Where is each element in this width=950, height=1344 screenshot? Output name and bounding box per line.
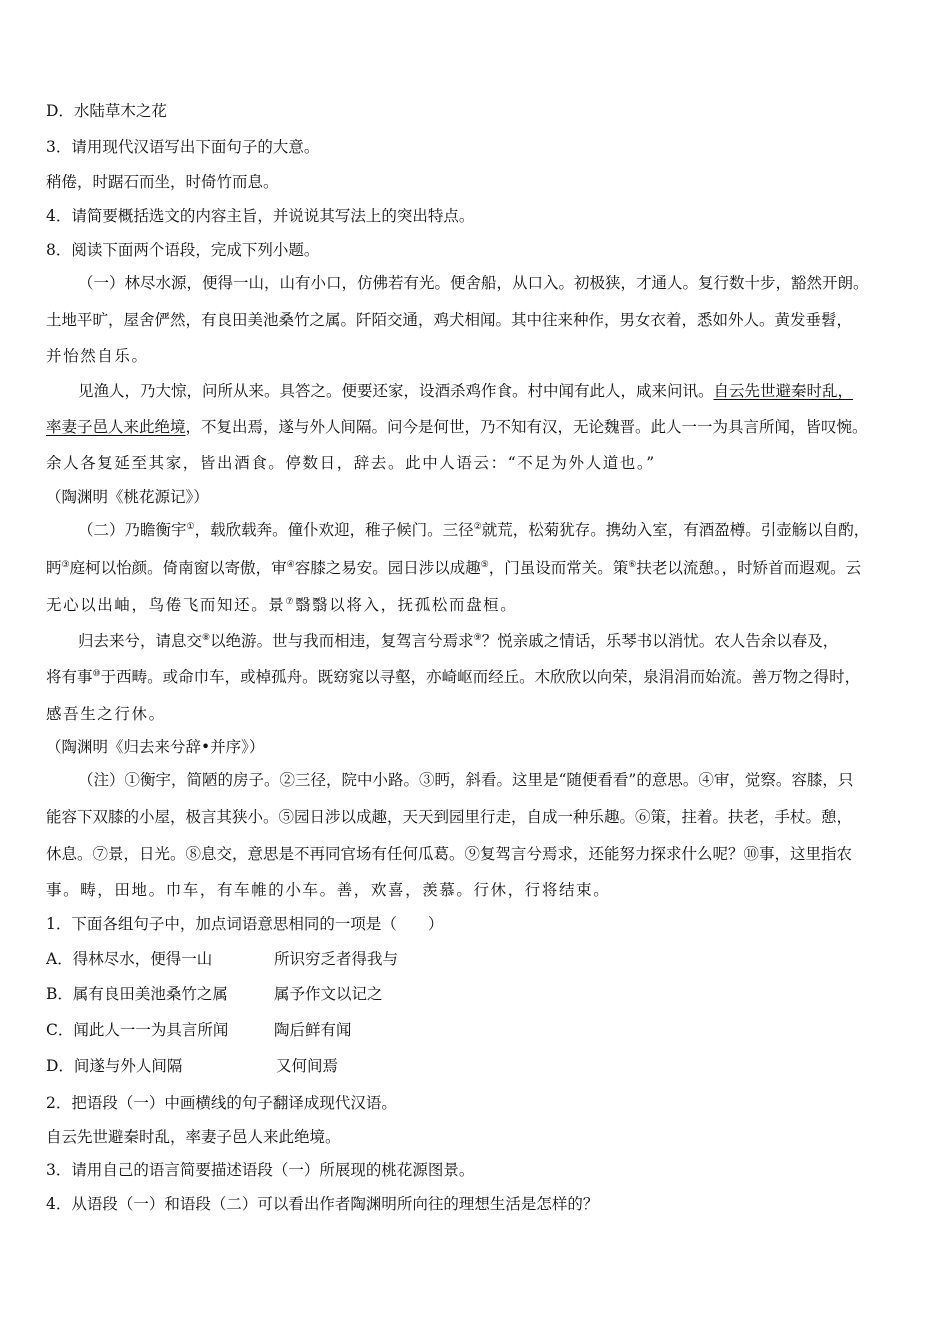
note-marker-2: ② — [473, 521, 482, 532]
prev-question-3-sentence: 稍倦，时踞石而坐，时倚竹而息。 — [46, 173, 279, 191]
subquestion-2: 2．把语段（一）中画横线的句子翻译成现代汉语。 — [46, 1094, 397, 1112]
option-a-right: 所识穷乏者得我与 — [274, 950, 399, 968]
passage3-text: 无心以出岫，鸟倦飞而知还。景 — [46, 596, 286, 614]
option-c-right: 陶后鲜有闻 — [274, 1021, 352, 1039]
passage3-text: 扶老以流憩。，时矫首而遐观。云 — [636, 559, 862, 577]
note-marker-9: ⑨ — [473, 632, 482, 643]
underlined-sentence-part-1: 自云先世避秦时乱， — [713, 382, 854, 400]
passage4-line-1 — [78, 634, 838, 650]
passage4-text: 以绝游。世与我而相违，复驾言兮焉求 — [210, 632, 474, 650]
source-taohuayuanji: （陶渊明《桃花源记》） — [46, 488, 209, 506]
passage3-text: ，门虽设而常关。策 — [488, 559, 629, 577]
passage2-text: ，不复出焉，遂与外人间隔。问今是何世，乃不知有汉，无论魏晋。此人一一为具言所闻，皆叹惋。 — [185, 418, 868, 436]
passage3-text: （二）乃瞻衡宇 — [78, 521, 187, 539]
note-marker-1: ① — [186, 521, 195, 532]
subquestion-1-option-b[interactable] — [46, 987, 383, 1003]
passage3-line-1 — [78, 523, 869, 539]
passage2-text: 见渔人，乃大惊，问所从来。具答之。便要还家，设酒杀鸡作食。村中闻有此人，咸来问讯。 — [78, 382, 714, 400]
notes-line-4: 事。畴，田地。巾车，有车帷的小车。善，欢喜，羡慕。行休，行将结束。 — [46, 881, 611, 899]
notes-line-2: 能容下双膝的小屋，极言其狭小。⑤园日涉以成趣，天天到园里行走，自成一种乐趣。⑥策，拄着。扶老，手杖。憩， — [46, 808, 853, 826]
passage1-line-2: 土地平旷，屋舍俨然，有良田美池桑竹之属。阡陌交通，鸡犬相闻。其中往来种作，男女衣着，悉如外人。黄发垂髫， — [46, 311, 853, 329]
option-c-left: C．闻此人一一为具言所闻 — [46, 1021, 229, 1039]
passage3-text: ，载欣载奔。僮仆欢迎，稚子候门。三径 — [194, 521, 474, 539]
option-d-right: 又何间焉 — [276, 1057, 339, 1075]
subquestion-4: 4．从语段（一）和语段（二）可以看出作者陶渊明所向往的理想生活是怎样的？ — [46, 1195, 599, 1213]
prev-option-d: D．水陆草木之花 — [46, 102, 167, 120]
note-marker-5: ⑤ — [480, 559, 489, 570]
subquestion-1-option-c[interactable] — [46, 1023, 352, 1039]
question-8-title: 8．阅读下面两个语段，完成下列小题。 — [46, 241, 320, 259]
subquestion-2-sentence: 自云先世避秦时乱，率妻子邑人来此绝境。 — [46, 1128, 341, 1146]
passage4-text: ？悦亲戚之情话，乐琴书以消忧。农人告余以春及， — [481, 632, 839, 650]
notes-line-1: （注）①衡宇，简陋的房子。②三径，院中小路。③眄，斜看。这里是“随便看看”的意思。④审，觉察。容膝，只 — [78, 771, 854, 789]
underlined-sentence-part-2: 率妻子邑人来此绝境 — [46, 418, 186, 436]
passage3-line-3 — [46, 598, 517, 614]
subquestion-1-option-a[interactable] — [46, 952, 398, 968]
note-marker-3: ③ — [61, 559, 70, 570]
passage4-text: 归去来兮，请息交 — [78, 632, 203, 650]
passage2-line-3: 余人各复延至其家，皆出酒食。停数日，辞去。此中人语云：“不足为外人道也。” — [46, 454, 656, 472]
subquestion-1-option-d[interactable] — [46, 1059, 338, 1075]
passage2-line-1 — [78, 384, 853, 400]
note-marker-4: ④ — [286, 559, 295, 570]
passage2-line-2 — [46, 420, 868, 436]
passage3-text: 容膝之易安。园日涉以成趣 — [294, 559, 481, 577]
passage3-text: 就荒，松菊犹存。携幼入室，有酒盈樽。引壶觞以自酌， — [481, 521, 870, 539]
prev-question-4: 4．请简要概括选文的内容主旨，并说说其写法上的突出特点。 — [46, 207, 475, 225]
passage1-line-3: 并怡然自乐。 — [46, 347, 149, 365]
option-b-right: 属予作文以记之 — [274, 985, 383, 1003]
option-d-left: D．间遂与外人间隔 — [46, 1057, 183, 1075]
passage3-text: 庭柯以怡颜。倚南窗以寄傲，审 — [69, 559, 287, 577]
note-marker-6: ⑥ — [628, 559, 637, 570]
passage4-line-3: 感吾生之行休。 — [46, 705, 166, 723]
subquestion-1-stem: 1．下面各组句子中，加点词语意思相同的一项是（ ） — [46, 915, 444, 933]
option-a-left: A．得林尽水，便得一山 — [46, 950, 213, 968]
passage4-line-2 — [46, 670, 860, 686]
note-marker-7: ⑦ — [285, 596, 296, 607]
option-b-left: B．属有良田美池桑竹之属 — [46, 985, 228, 1003]
passage1-line-1: （一）林尽水源，便得一山，山有小口，仿佛若有光。便舍船，从口入。初极狭，才通人。复行数十步，豁然开朗。 — [78, 274, 869, 292]
passage3-text: 翳翳以将入，抚孤松而盘桓。 — [295, 596, 518, 614]
note-marker-10: ⑩ — [92, 668, 101, 679]
notes-line-3: 休息。⑦景，日光。⑧息交，意思是不再同官场有任何瓜葛。⑨复驾言兮焉求，还能努力探求什么呢？⑩事，这里指农 — [46, 845, 853, 863]
subquestion-3: 3．请用自己的语言简要描述语段（一）所展现的桃花源图景。 — [46, 1161, 475, 1179]
passage4-text: 于西畴。或命巾车，或棹孤舟。既窈窕以寻壑，亦崎岖而经丘。木欣欣以向荣，泉涓涓而始流。善万物之得时， — [100, 668, 861, 686]
passage4-text: 将有事 — [46, 668, 93, 686]
passage3-line-2 — [46, 561, 861, 577]
passage3-text: 眄 — [46, 559, 62, 577]
prev-question-3: 3．请用现代汉语写出下面句子的大意。 — [46, 138, 320, 156]
note-marker-8: ⑧ — [202, 632, 211, 643]
source-guiqulaixici: （陶渊明《归去来兮辞•并序》） — [46, 738, 265, 756]
